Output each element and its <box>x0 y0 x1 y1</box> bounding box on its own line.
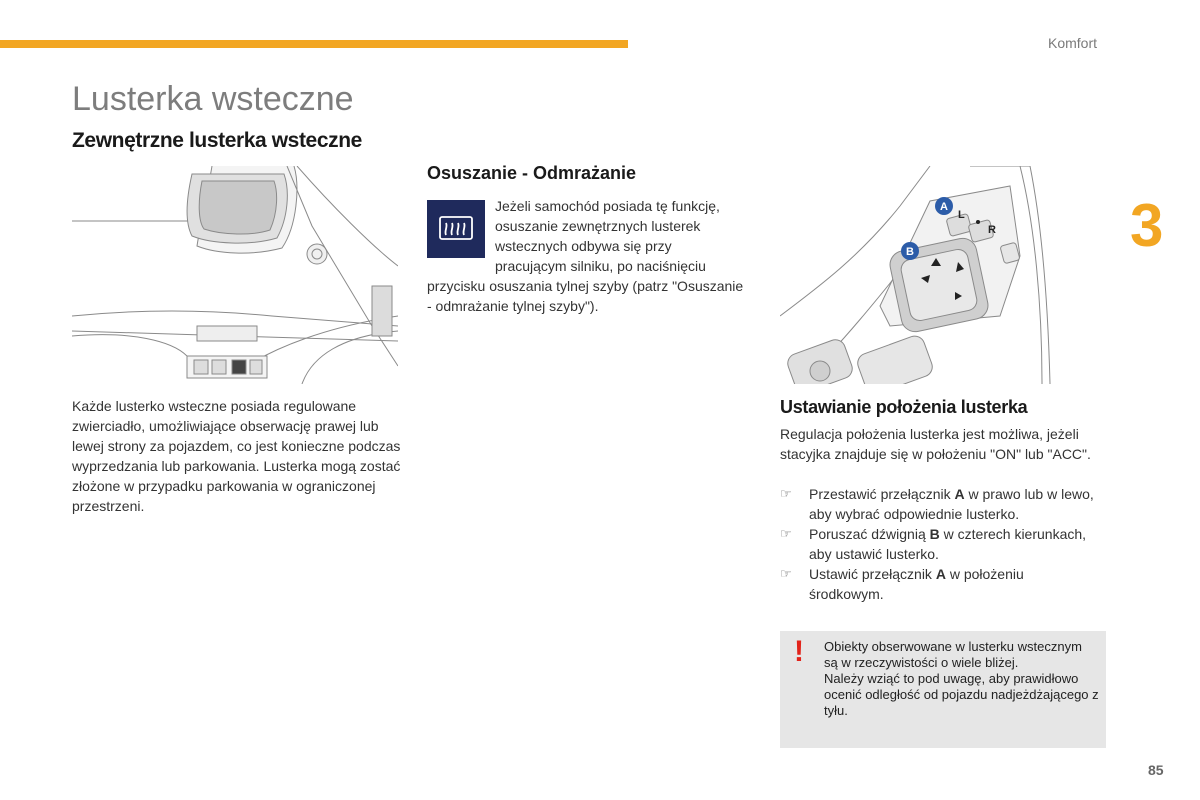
warning-text <box>824 639 1099 719</box>
defrost-line: osuszanie zewnętrznych lusterek <box>495 218 701 234</box>
chapter-number: 3 <box>1130 192 1164 259</box>
step-text: w czterech kierunkach, aby ustawić lusterko. <box>809 526 1087 562</box>
step-text: w położeniu środkowym. <box>809 566 1024 602</box>
defrost-paragraph-end: przycisku osuszania tylnej szyby (patrz "Osuszanie - odmrażanie tylnej szyby"). <box>427 278 744 314</box>
exclamation-icon: ! <box>794 635 804 668</box>
defrost-paragraph-start <box>495 196 755 276</box>
step-key: B <box>929 526 940 542</box>
warning-line: Obiekty obserwowane w lusterku wstecznym są w rzeczywistości o wiele bliżej. <box>824 639 1082 670</box>
defrost-line: Jeżeli samochód posiada tę funkcję, <box>495 198 720 214</box>
header-accent-bar <box>0 40 628 48</box>
page-title: Lusterka wsteczne <box>72 80 354 118</box>
switch-badge-b: B <box>906 246 914 258</box>
defrost-line: pracującym silniku, po naciśnięciu <box>495 258 706 274</box>
defrost-heading: Osuszanie - Odmrażanie <box>427 163 637 183</box>
step-key: A <box>954 486 965 502</box>
mirror-switch-illustration <box>780 166 1106 384</box>
page-number: 85 <box>1148 762 1164 778</box>
step-text: Ustawić przełącznik <box>809 566 936 582</box>
switch-label-l: L <box>958 209 965 221</box>
pointing-hand-icon: ☞ <box>780 486 792 501</box>
section-title: Zewnętrzne lusterka wsteczne <box>72 129 362 152</box>
step-text: Przestawić przełącznik <box>809 486 955 502</box>
adjust-paragraph: Regulacja położenia lusterka jest możliwa, jeżeli stacyjka znajduje się w położeniu "ON" lub "ACC". <box>780 426 1091 462</box>
switch-label-r: R <box>988 224 996 236</box>
step-key: A <box>935 566 946 582</box>
defrost-line: wstecznych odbywa się przy <box>495 238 672 254</box>
rear-window-defrost-icon <box>427 200 485 258</box>
list-item <box>780 524 1100 564</box>
list-item <box>780 484 1100 524</box>
adjust-steps-list <box>780 484 1100 604</box>
switch-badge-a: A <box>940 201 948 213</box>
adjust-heading: Ustawianie położenia lusterka <box>780 397 1028 417</box>
list-item <box>780 564 1100 604</box>
pointing-hand-icon: ☞ <box>780 566 792 581</box>
section-name: Komfort <box>1048 35 1098 51</box>
pointing-hand-icon: ☞ <box>780 526 792 541</box>
door-mirror-illustration <box>72 166 398 384</box>
step-text: Poruszać dźwignią <box>809 526 930 542</box>
warning-line: Należy wziąć to pod uwagę, aby prawidłowo ocenić odległość od pojazdu nadjeżdżającego z tyłu. <box>824 671 1099 718</box>
step-text: w prawo lub w lewo, aby wybrać odpowiednie lusterko. <box>809 486 1094 522</box>
intro-paragraph: Każde lusterko wsteczne posiada regulowane zwierciadło, umożliwiające obserwację prawej lub lewej strony za pojazdem, co jest konieczne podczas wyprzedzania lub parkowania. Lusterka mogą zostać złożone w przypadku parkowania w ograniczonej przestrzeni. <box>72 398 401 514</box>
warning-box <box>780 631 1106 748</box>
